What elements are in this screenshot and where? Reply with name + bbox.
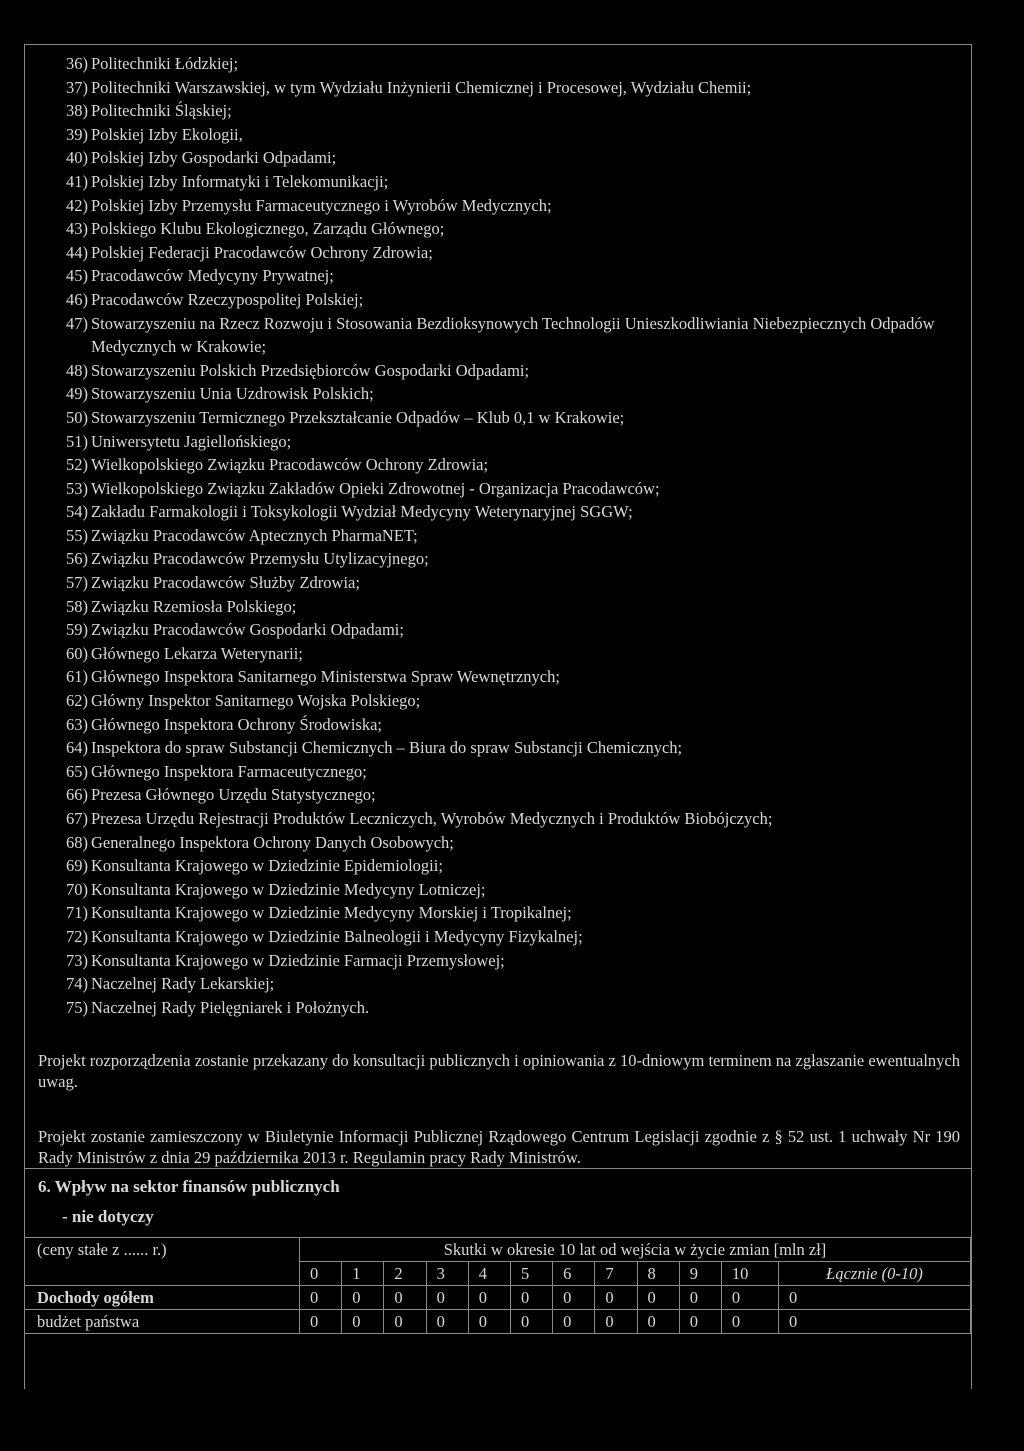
list-item-number: 46) [66,289,88,309]
consultation-list [66,52,966,1019]
list-item-text: Pracodawców Medycyny Prywatnej; [91,266,334,286]
list-item [66,878,966,902]
value-cell: 0 [553,1286,595,1310]
year-header-cell: 3 [426,1262,468,1286]
list-item [66,312,966,359]
list-item [66,925,966,949]
value-cell: 0 [721,1286,778,1310]
list-item-number: 70) [66,879,88,899]
list-item-number: 51) [66,431,88,451]
value-cell: 0 [637,1310,679,1334]
list-item-number: 67) [66,809,88,828]
list-item-text: Związku Rzemiosła Polskiego; [91,596,297,616]
year-header-cell: 10 [721,1262,778,1286]
value-cell: 0 [342,1310,384,1334]
list-item-text: Prezesa Głównego Urzędu Statystycznego; [91,785,376,805]
list-item-text: Stowarzyszeniu Polskich Przedsiębiorców Gospodarki Odpadami; [91,360,530,380]
list-item [66,99,966,123]
list-item-number: 42) [66,195,88,215]
list-item-number: 59) [66,620,88,640]
value-cell: 0 [384,1310,426,1334]
list-item-text: Politechniki Łódzkiej; [91,54,239,73]
value-cell: 0 [300,1286,342,1310]
list-item-number: 62) [66,691,88,711]
list-item-text: Generalnego Inspektora Ochrony Danych Osobowych; [91,832,454,852]
consultation-paragraph: Projekt rozporządzenia zostanie przekazany do konsultacji publicznych i opiniowania z 10-dniowym terminem na zgłaszanie ewentualnych uwag. [38,1051,960,1091]
list-item-number: 39) [66,124,88,144]
list-item-text: Polskiej Izby Informatyki i Telekomunikacji; [91,171,389,191]
list-item [66,996,966,1020]
value-cell: 0 [426,1310,468,1334]
list-item [66,713,966,737]
list-item [66,477,966,501]
list-item [66,146,966,170]
list-item [66,689,966,713]
list-item-text: Politechniki Śląskiej; [91,101,232,121]
list-item-number: 63) [66,714,88,734]
year-header-cell: 0 [300,1262,342,1286]
list-item-text: Naczelnej Rady Lekarskiej; [91,974,275,994]
list-item-number: 74) [66,974,88,994]
list-item-number: 53) [66,478,88,498]
list-item-number: 60) [66,643,88,663]
list-item [66,642,966,666]
list-item-text: Głównego Inspektora Ochrony Środowiska; [91,714,382,734]
list-item [66,194,966,218]
value-cell: 0 [553,1310,595,1334]
list-item-number: 66) [66,785,88,805]
list-item-number: 43) [66,219,88,239]
section-divider [24,1168,971,1169]
value-cell: 0 [595,1310,637,1334]
list-item-number: 48) [66,360,88,380]
section-title: 6. Wpływ na sektor finansów publicznych [38,1177,340,1196]
year-header-cell: 9 [679,1262,721,1286]
list-item-text: Uniwersytetu Jagiellońskiego; [91,431,292,451]
list-item-text: Wielkopolskiego Związku Pracodawców Ochrony Zdrowia; [91,455,489,475]
list-item-number: 41) [66,171,88,191]
list-item-number: 64) [66,738,88,758]
list-item-text: Politechniki Warszawskiej, w tym Wydziału Inżynierii Chemicznej i Procesowej, Wydziału Chemii; [91,77,752,97]
list-item-number: 37) [66,77,88,97]
list-item-text: Stowarzyszeniu Unia Uzdrowisk Polskich; [91,384,374,404]
list-item [66,453,966,477]
list-item-number: 69) [66,856,88,876]
list-item [66,571,966,595]
list-item [66,547,966,571]
list-item-text: Główny Inspektor Sanitarnego Wojska Polskiego; [91,691,421,711]
list-item-text: Prezesa Urzędu Rejestracji Produktów Leczniczych, Wyrobów Medycznych i Produktów Biobójczych; [91,809,773,828]
list-item [66,665,966,689]
list-item [66,524,966,548]
list-item-number: 45) [66,266,88,286]
value-cell: 0 [300,1310,342,1334]
list-item-text: Polskiego Klubu Ekologicznego, Zarządu Głównego; [91,219,445,239]
value-cell: 0 [637,1286,679,1310]
list-item [66,52,966,76]
list-item [66,288,966,312]
list-item [66,264,966,288]
list-item-text: Stowarzyszeniu na Rzecz Rozwoju i Stosowania Bezdioksynowych Technologii Unieszkodliwiania Niebezpiecznych Odpadów Medycznych w Krakowie; [91,313,935,357]
list-item-text: Konsultanta Krajowego w Dziedzinie Medycyny Lotniczej; [91,879,486,899]
value-cell: 0 [679,1286,721,1310]
list-item-text: Wielkopolskiego Związku Zakładów Opieki Zdrowotnej - Organizacja Pracodawców; [91,478,660,498]
list-item-text: Polskiej Federacji Pracodawców Ochrony Zdrowia; [91,242,433,262]
year-header-cell: 8 [637,1262,679,1286]
year-header-cell: 1 [342,1262,384,1286]
value-cell: 0 [426,1286,468,1310]
list-item-text: Głównego Inspektora Farmaceutycznego; [91,761,367,781]
list-item-number: 71) [66,903,88,923]
list-item-text: Konsultanta Krajowego w Dziedzinie Balneologii i Medycyny Fizykalnej; [91,926,583,946]
list-item-text: Stowarzyszeniu Termicznego Przekształcanie Odpadów – Klub 0,1 w Krakowie; [91,407,625,427]
year-header-cell: 5 [510,1262,552,1286]
list-item [66,170,966,194]
list-item [66,217,966,241]
list-item-text: Pracodawców Rzeczypospolitej Polskiej; [91,289,364,309]
value-cell: 0 [721,1310,778,1334]
value-cell: 0 [468,1286,510,1310]
list-item-number: 68) [66,832,88,852]
publication-paragraph: Projekt zostanie zamieszczony w Biuletynie Informacji Publicznej Rządowego Centrum Legislacji zgodnie z § 52 ust. 1 uchwały Nr 190 Rady Ministrów z dnia 29 października 2013 r. Regulamin pracy Rady Ministrów. [38,1127,960,1167]
list-item [66,831,966,855]
table-row [25,1286,971,1310]
value-cell: 0 [779,1310,971,1334]
list-item-text: Polskiej Izby Ekologii, [91,124,243,144]
list-item [66,359,966,383]
list-item [66,406,966,430]
section-subtitle: - nie dotyczy [62,1207,154,1226]
financial-impact-table [24,1237,971,1334]
value-cell: 0 [342,1286,384,1310]
list-item-text: Związku Pracodawców Służby Zdrowia; [91,573,360,593]
value-cell: 0 [468,1310,510,1334]
list-item [66,760,966,784]
list-item [66,595,966,619]
list-item-number: 49) [66,384,88,404]
list-item-text: Związku Pracodawców Przemysłu Utylizacyjnego; [91,549,429,569]
list-item-number: 50) [66,407,88,427]
list-item-text: Związku Pracodawców Aptecznych PharmaNET; [91,525,418,545]
list-item-number: 75) [66,997,88,1017]
list-item [66,736,966,760]
list-item-number: 52) [66,455,88,475]
prices-label: (ceny stałe z ...... r.) [25,1238,300,1286]
year-header-cell: 2 [384,1262,426,1286]
value-cell: 0 [779,1286,971,1310]
list-item-text: Głównego Inspektora Sanitarnego Ministerstwa Spraw Wewnętrznych; [91,667,560,687]
list-item-text: Konsultanta Krajowego w Dziedzinie Medycyny Morskiej i Tropikalnej; [91,903,572,923]
list-item-number: 54) [66,502,88,522]
list-item-number: 44) [66,242,88,262]
list-item [66,123,966,147]
list-item-text: Naczelnej Rady Pielęgniarek i Położnych. [91,997,370,1017]
list-item [66,854,966,878]
list-item [66,949,966,973]
list-item-number: 61) [66,667,88,687]
list-item-number: 58) [66,596,88,616]
list-item [66,972,966,996]
list-item-number: 73) [66,950,88,970]
value-cell: 0 [510,1286,552,1310]
list-item-text: Polskiej Izby Gospodarki Odpadami; [91,148,337,168]
list-item-number: 72) [66,926,88,946]
list-item [66,901,966,925]
total-header-cell: Łącznie (0-10) [779,1262,971,1286]
row-label: Dochody ogółem [25,1286,300,1310]
list-item [66,382,966,406]
list-item-number: 56) [66,549,88,569]
list-item-number: 55) [66,525,88,545]
table-row [25,1310,971,1334]
value-cell: 0 [679,1310,721,1334]
list-item [66,807,966,831]
effects-header: Skutki w okresie 10 lat od wejścia w życie zmian [mln zł] [300,1238,971,1262]
list-item-number: 36) [66,54,88,73]
value-cell: 0 [510,1310,552,1334]
list-item-text: Polskiej Izby Przemysłu Farmaceutycznego i Wyrobów Medycznych; [91,195,552,215]
value-cell: 0 [384,1286,426,1310]
year-header-cell: 7 [595,1262,637,1286]
value-cell: 0 [595,1286,637,1310]
list-item [66,430,966,454]
list-item-text: Konsultanta Krajowego w Dziedzinie Farmacji Przemysłowej; [91,950,505,970]
list-item [66,618,966,642]
list-item-text: Związku Pracodawców Gospodarki Odpadami; [91,620,404,640]
list-item [66,783,966,807]
row-label: budżet państwa [25,1310,300,1334]
list-item-number: 57) [66,573,88,593]
list-item-text: Konsultanta Krajowego w Dziedzinie Epidemiologii; [91,856,443,876]
list-item-text: Głównego Lekarza Weterynarii; [91,643,303,663]
list-item [66,76,966,100]
list-item-number: 65) [66,761,88,781]
list-item-text: Inspektora do spraw Substancji Chemicznych – Biura do spraw Substancji Chemicznych; [91,738,683,758]
list-item-number: 38) [66,101,88,121]
list-item [66,500,966,524]
list-item-number: 47) [66,313,88,333]
year-header-cell: 4 [468,1262,510,1286]
list-item-text: Zakładu Farmakologii i Toksykologii Wydział Medycyny Weterynaryjnej SGGW; [91,502,633,522]
list-item [66,241,966,265]
year-header-cell: 6 [553,1262,595,1286]
list-item-number: 40) [66,148,88,168]
